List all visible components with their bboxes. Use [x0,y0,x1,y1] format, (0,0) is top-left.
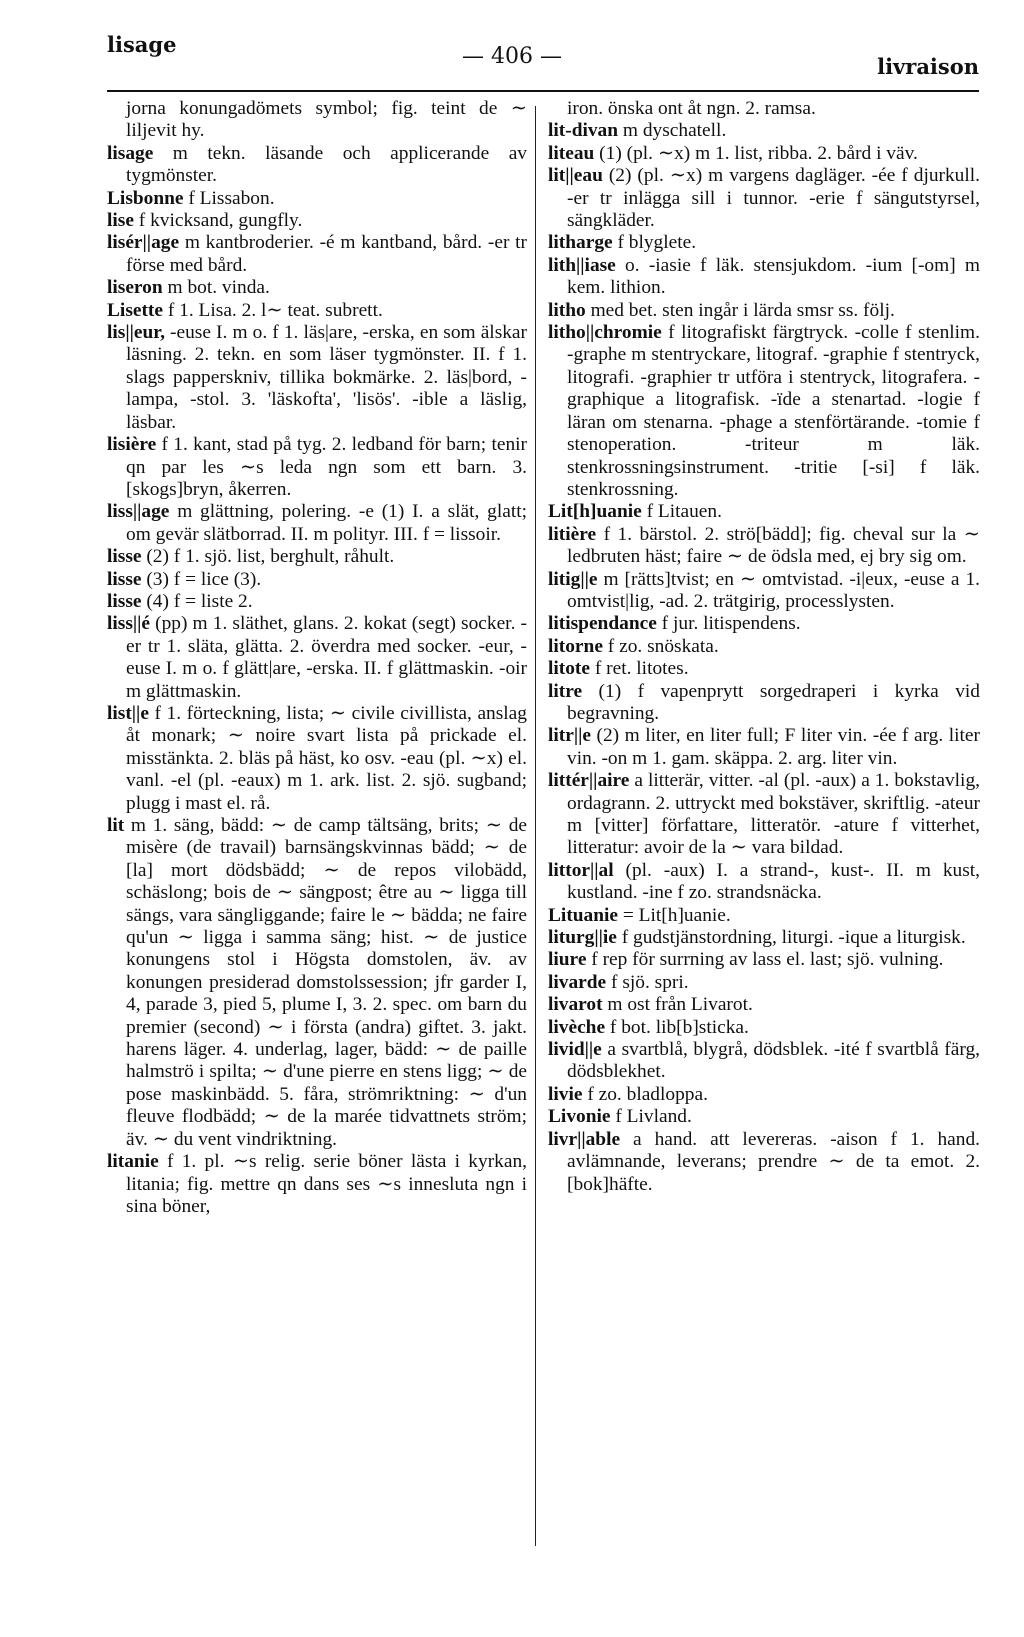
entry-liste: list||e f 1. förteckning, lista; ∼ civile civillista, anslag åt monark; ∼ noire svart lista på prickade el. misstänkta. 2. bläs på häst, ko osv. -eau (pl. ∼x) el. vanl. -el (pl. -eaux) m 1. ark. list. 2. sjö. sugband; plugg i mast el. rå. [107,702,527,814]
entry-lisse-2: lisse (2) f 1. sjö. list, berghult, råhult. [107,546,395,568]
entry-lithiase: lith||iase o. -iasie f läk. stensjukdom. -ium [-om] m kem. lithion. [548,254,980,299]
entry-lissage: liss||age m glättning, polering. -e (1) I. a slät, glatt; om gevär slätborrad. II. m polityr. III. f = lissoir. [107,501,527,545]
entry-lisbonne: Lisbonne f Lissabon. [107,187,275,209]
entry-lisette: Lisette f 1. Lisa. 2. l∼ teat. subrett. [107,299,383,321]
left-column [107,98,527,1218]
page-number: — 406 — [462,44,562,69]
entry-lit-divan: lit-divan m dyschatell. [548,120,727,142]
entry-livarot: livarot m ost från Livarot. [548,994,753,1016]
entry-liure: liure f rep för surrning av lass el. last; sjö. vulning. [548,949,944,971]
entry-lit: lit m 1. säng, bädd: ∼ de camp tältsäng, brits; ∼ de misère (de travail) barnsängskvinnas bädd; ∼ de [la] mort dödsbädd; ∼ de repos vilobädd, schäslong; bois de ∼ sängpost; être au ∼ ligga till sängs, vara sängliggande; faire le ∼ bädda; ne faire qu'un ∼ ligga i samma säng; hist. ∼ de justice konungens stol i Högsta domstolen, äv. av konungen presiderad domstolssession; jfr garder I, 4, parade 3, pied 5, plume I, 3. 2. spec. om barn du premier (second) ∼ i första (andra) giftet. 3. jakt. harens läger. 4. underlag, lager, bädd: ∼ de paille halmströ i spilta; ∼ d'une pierre en stens ligg; ∼ de pose maskinbädd. 5. fåra, strömriktning: ∼ d'un fleuve flodbädd; ∼ de la marée tidvattnets ström; äv. ∼ du vent vindriktning. [107,815,527,1150]
entry-lithuanie: Lit[h]uanie f Litauen. [548,501,722,523]
running-head-left: lisage [107,32,177,57]
entry-litre-2: litr||e (2) m liter, en liter full; F liter vin. -ée f arg. liter vin. -on m 1. gam. skäppa. 2. arg. liter vin. [548,725,980,769]
entry-continuation: jorna konungadömets symbol; fig. teint de ∼ liljevit hy. [126,98,527,142]
entry-liseur: lis||eur, -euse I. m o. f 1. läs|are, -erska, en som älskar läsning. 2. tekn. en som läser tygmönster. II. f 1. slags papperskniv, tillika bokmärke. 2. läs|bord, -lampa, -stol. 3. 'läskofta', 'lisös'. -ible a läslig, läsbar. [107,322,527,433]
entry-liteau-2: lit||eau (2) (pl. ∼x) m vargens dagläger. -ée f djurkull. -er tr inlägga sill i tunnor. -erie f sängutstyrsel, sängkläder. [548,165,980,232]
entry-litige: litig||e m [rätts]tvist; en ∼ omtvistad. -i|eux, -euse a 1. omtvist|lig, -ad. 2. trätgirig, processlysten. [548,568,980,612]
entry-lithochromie: litho||chromie f litografiskt färgtryck. -colle f stenlim. -graphe m stentryckare, litograf. -graphie f stentryck, litografi. -graphier tr utföra i stentryck, litografera. -graphique a litografisk. -ïde a stenartad. -logie f läran om stenarna. -phage a stenförtärande. -tomie f stenoperation. -triteur m läk. stenkrossningsinstrument. -tritie [-si] f läk. stenkrossning. [548,322,980,500]
entry-litote: litote f ret. litotes. [548,658,689,680]
entry-liturgie: liturg||ie f gudstjänstordning, liturgi. -ique a liturgisk. [548,927,966,949]
entry-liseron: liseron m bot. vinda. [107,277,270,299]
entry-lisiere: lisière f 1. kant, stad på tyg. 2. ledband för barn; tenir qn par les ∼s leda ngn som ett barn. 3. [skogs]bryn, åkerren. [107,434,527,500]
entry-litre-1: litre (1) f vapenprytt sorgedraperi i kyrka vid begravning. [548,680,980,724]
right-column [548,98,980,1196]
entry-litiere: litière f 1. bärstol. 2. strö[bädd]; fig. cheval sur la ∼ ledbruten häst; faire ∼ de ödsla med, ej bry sig om. [548,523,980,568]
entry-litharge: litharge f blyglete. [548,232,697,254]
entry-lise: lise f kvicksand, gungfly. [107,210,303,232]
entry-liveche: livèche f bot. lib[b]sticka. [548,1016,749,1038]
entry-litanie: litanie f 1. pl. ∼s relig. serie böner lästa i kyrkan, litania; fig. mettre qn dans ses ∼s innesluta ngn i sina böner, [107,1151,527,1217]
entry-lituanie: Lituanie = Lit[h]uanie. [548,904,731,926]
entry-livie: livie f zo. bladloppa. [548,1083,708,1105]
entry-livarde: livarde f sjö. spri. [548,971,689,993]
entry-lisse-4: lisse (4) f = liste 2. [107,590,253,612]
column-divider [535,106,536,1546]
entry-livrable: livr||able a hand. att levereras. -aison f 1. hand. avlämnande, leverans; prendre ∼ de ta emot. 2. [bok]häfte. [548,1128,980,1195]
header-rule [107,90,979,92]
entry-litispendance: litispendance f jur. litispendens. [548,613,801,635]
entry-littoral: littor||al (pl. -aux) I. a strand-, kust-. II. m kust, kustland. -ine f zo. strandsnäcka. [548,859,980,904]
running-head-right: livraison [877,54,979,79]
entry-livonie: Livonie f Livland. [548,1106,692,1128]
entry-lisse-3: lisse (3) f = lice (3). [107,568,262,590]
entry-liteau-1: liteau (1) (pl. ∼x) m 1. list, ribba. 2. bård i väv. [548,142,918,164]
entry-lisage: lisage m tekn. läsande och applicerande av tygmönster. [107,142,527,187]
entry-continuation: iron. önska ont åt ngn. 2. ramsa. [567,98,816,119]
entry-livide: livid||e a svartblå, blygrå, dödsblek. -ité f svartblå färg, dödsblekhet. [548,1039,980,1083]
entry-liserage: lisér||age m kantbroderier. -é m kantband, bård. -er tr förse med bård. [107,232,527,276]
entry-litteraire: littér||aire a litterär, vitter. -al (pl. -aux) a 1. bokstavlig, ordagrann. 2. uttryckt med bokstäver, skriftlig. -ateur m [vitter] författare, litteratör. -ature f vitterhet, litteratur: avoir de la ∼ vara bildad. [548,770,980,859]
entry-litho: litho med bet. sten ingår i lärda smsr ss. följ. [548,299,895,321]
entry-litorne: litorne f zo. snöskata. [548,635,719,657]
entry-lisse: liss||é (pp) m 1. släthet, glans. 2. kokat (segt) socker. -er tr 1. släta, glätta. 2. överdra med socker. -eur, -euse I. m o. f glätt|are, -erska. II. f glättmaskin. -oir m glättmaskin. [107,613,527,702]
